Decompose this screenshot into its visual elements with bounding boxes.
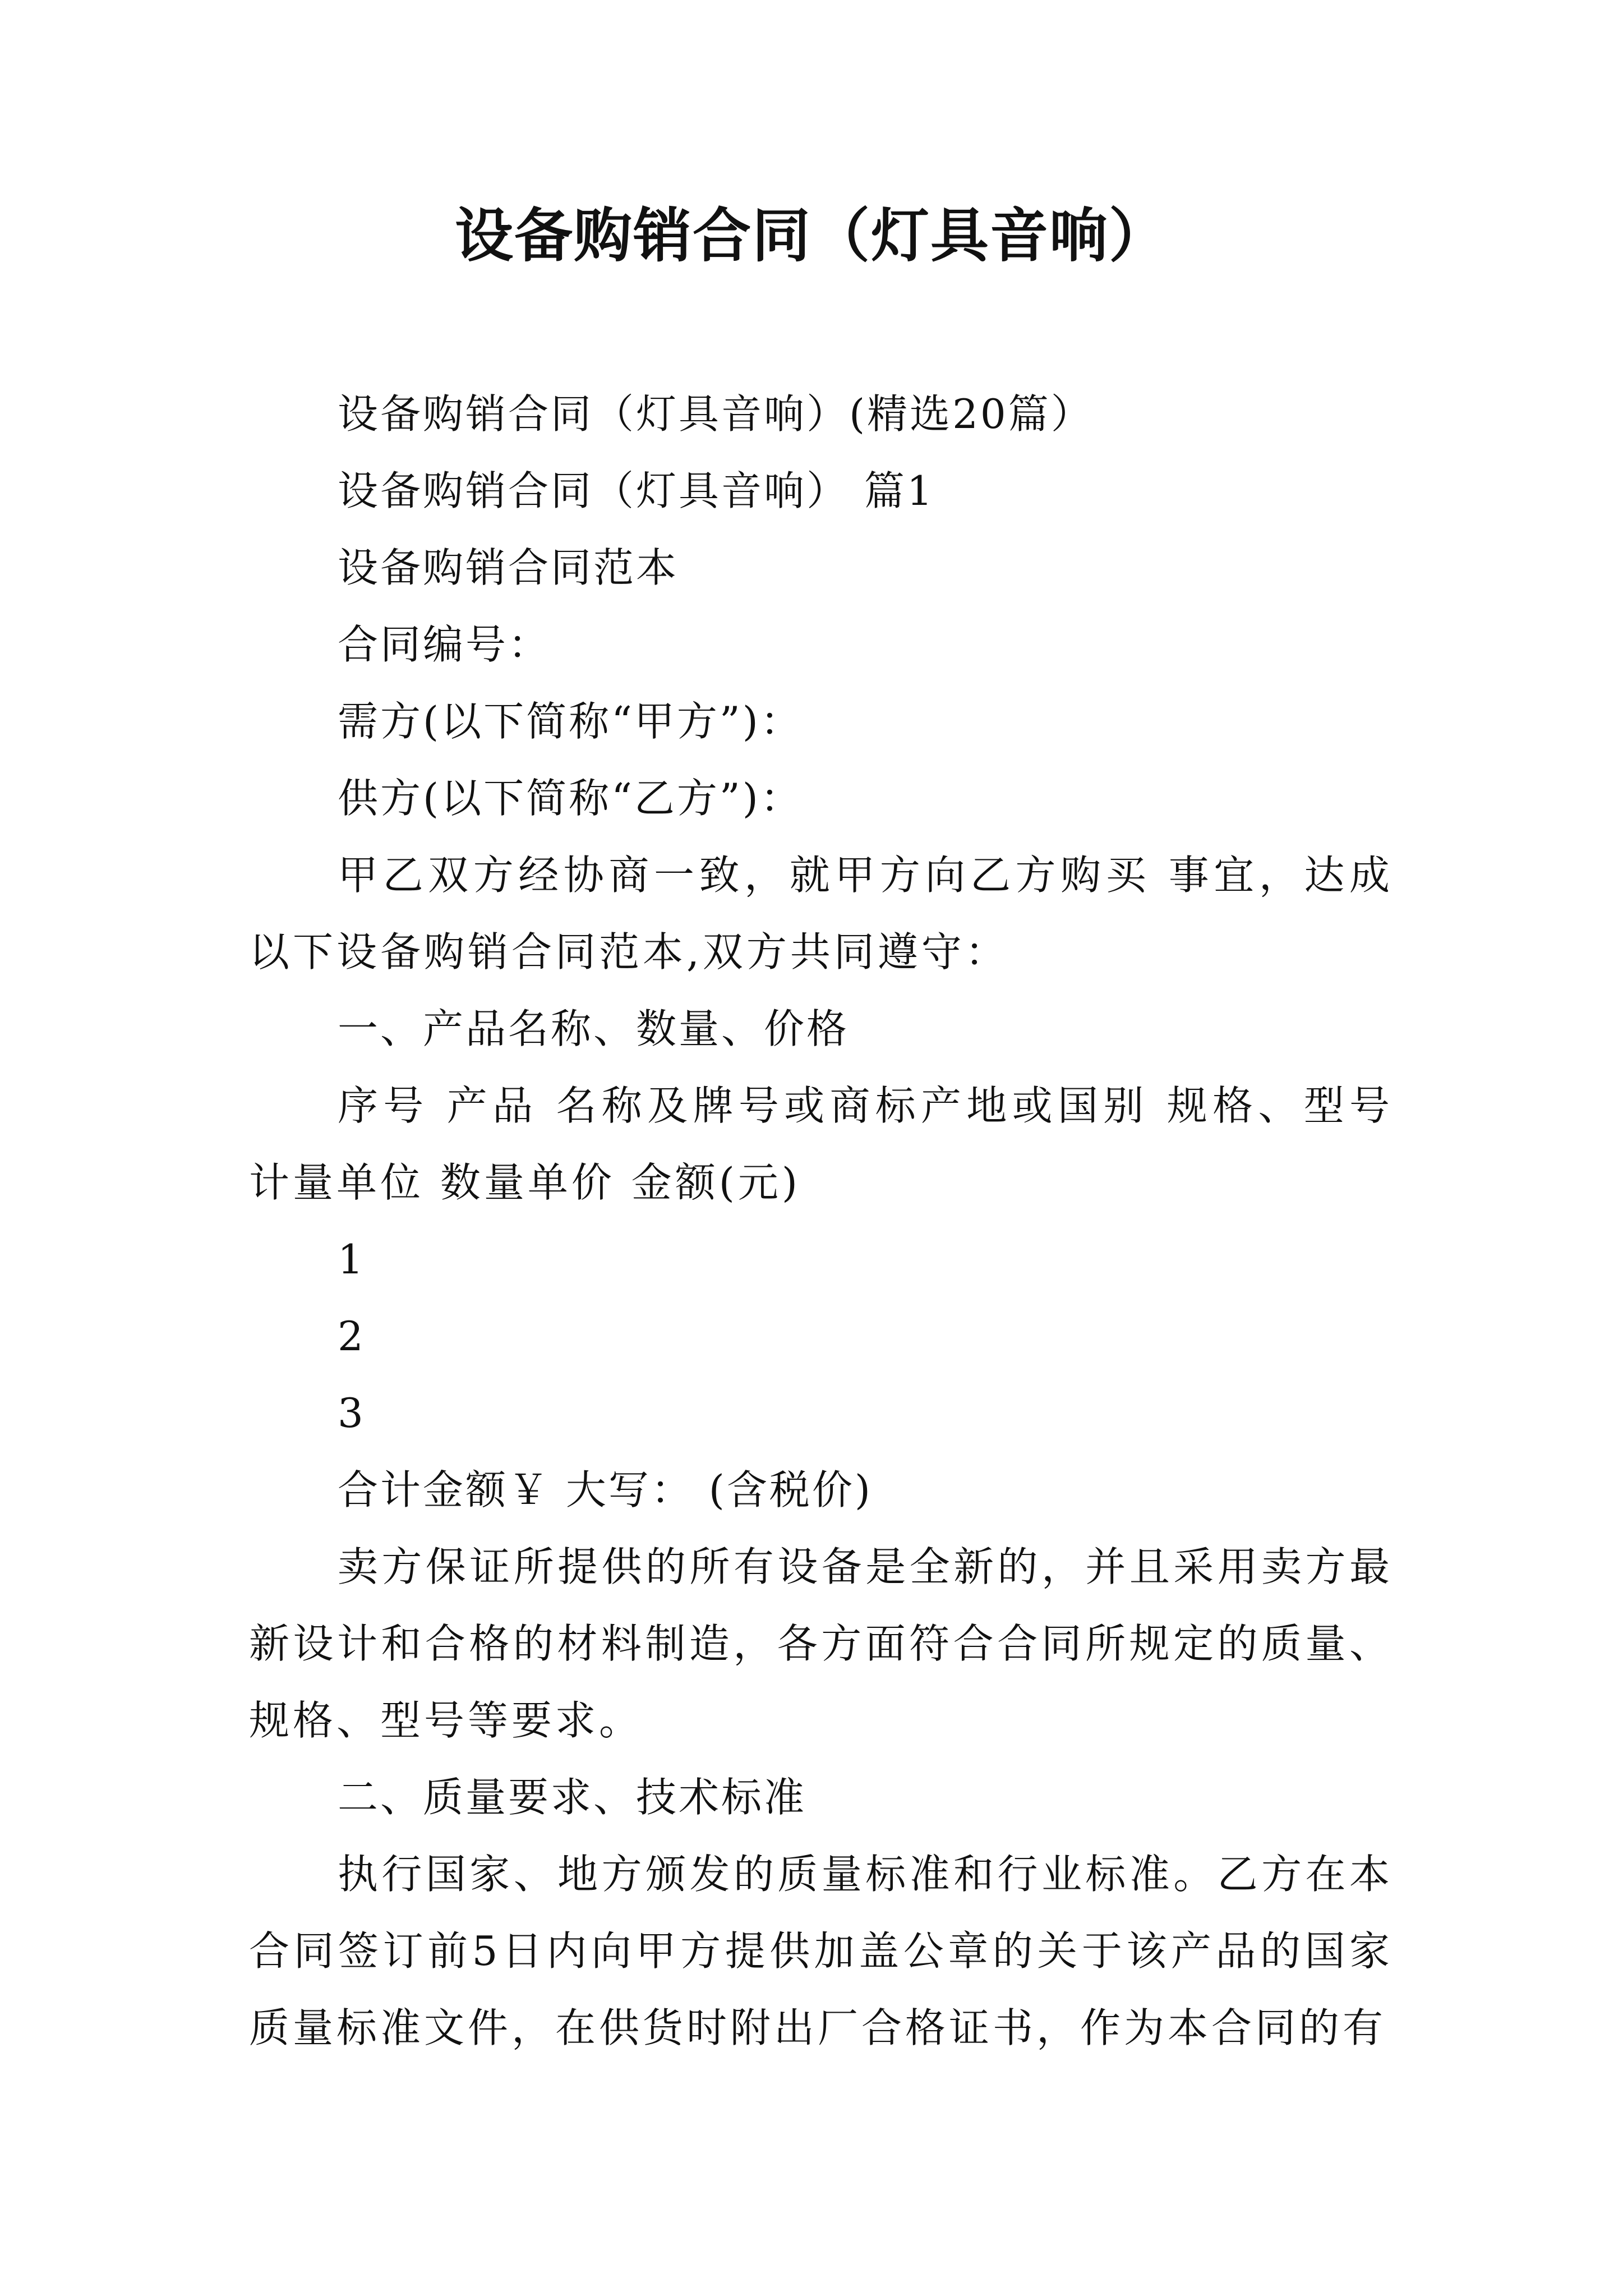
row-number-2: 2 — [338, 1313, 366, 1360]
document-body — [249, 376, 1393, 2067]
agreement-paragraph: 甲乙双方经协商一致，就甲方向乙方购买 事宜，达成以下设备购销合同范本,双方共同遵守： — [249, 852, 1393, 976]
product-table-header-text: 序号 产品 名称及牌号或商标产地或国别 规格、型号 计量单位 数量单价 金额(元) — [249, 1082, 1393, 1206]
section-two-heading: 二、质量要求、技术标准 — [338, 1774, 807, 1821]
contract-number-line: 合同编号： — [338, 621, 551, 668]
buyer-line: 需方(以下简称“甲方”)： — [338, 698, 803, 745]
row-number-1: 1 — [338, 1236, 366, 1283]
collection-heading: 设备购销合同（灯具音响）(精选20篇） — [338, 390, 1094, 438]
template-heading: 设备购销合同范本 — [338, 544, 679, 591]
seller-line: 供方(以下简称“乙方”)： — [338, 775, 803, 822]
document-title: 设备购销合同（灯具音响） — [454, 201, 1168, 270]
section-one-heading: 一、产品名称、数量、价格 — [338, 1005, 850, 1052]
warranty-paragraph: 卖方保证所提供的所有设备是全新的，并且采用卖方最新设计和合格的材料制造，各方面符合合同所规定的质量、规格、型号等要求。 — [249, 1543, 1393, 1744]
quality-standard-paragraph: 执行国家、地方颁发的质量标准和行业标准。乙方在本合同签订前5日内向甲方提供加盖公章的关于该产品的国家质量标准文件，在供货时附出厂合格证书，作为本合同的有 — [249, 1851, 1393, 2051]
total-amount-line: 合计金额￥ 大写： (含税价) — [338, 1466, 873, 1513]
row-number-3: 3 — [338, 1389, 366, 1437]
article-heading: 设备购销合同（灯具音响） 篇1 — [338, 467, 935, 514]
